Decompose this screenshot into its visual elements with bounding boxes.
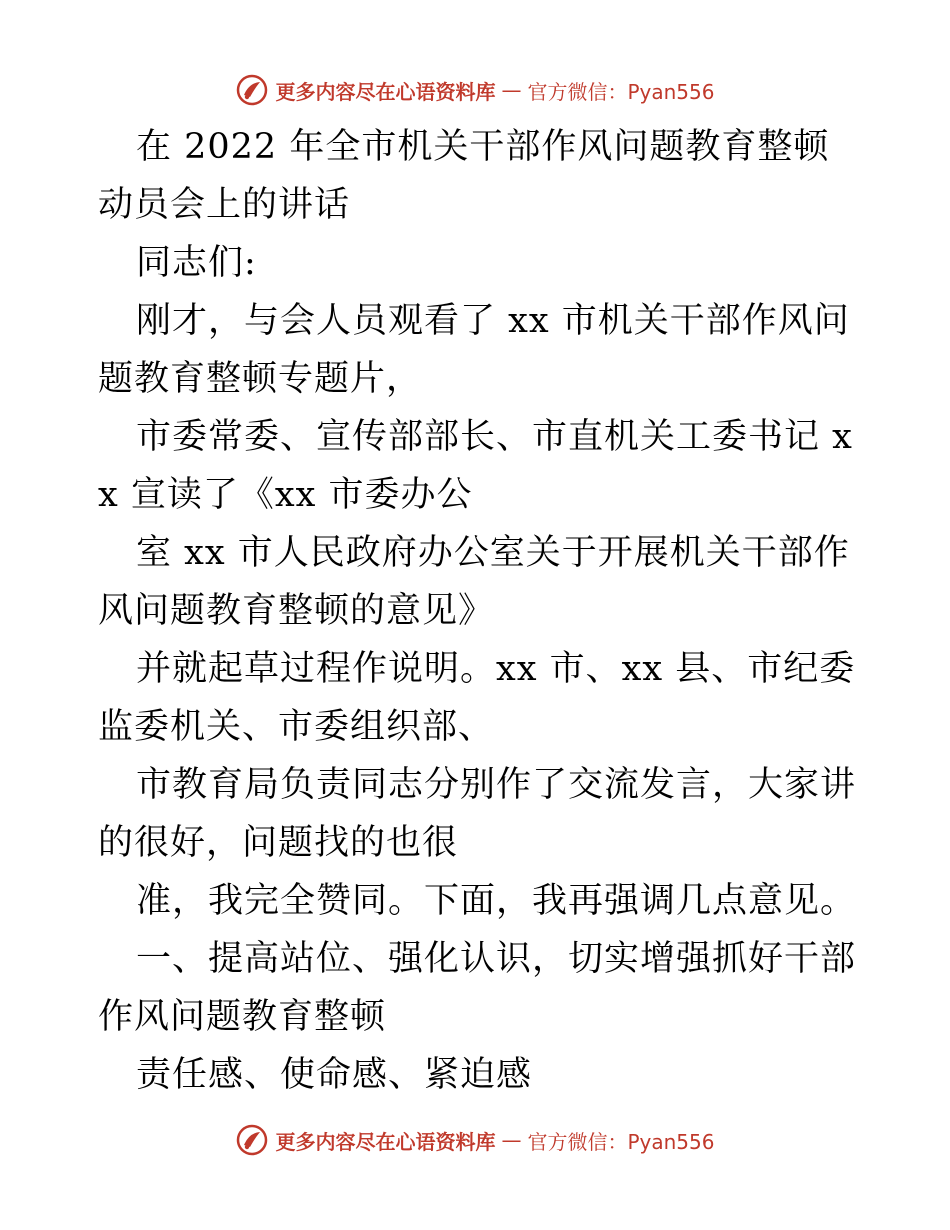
ink-brush-logo-icon [235,1123,269,1157]
paragraph: 市委常委、宣传部部长、市直机关工委书记 xx 宣读了《xx 市委办公 [98,417,853,515]
watermark-dash: — [501,1128,522,1152]
paragraph: 并就起草过程作说明。xx 市、xx 县、市纪委监委机关、市委组织部、 [98,649,856,747]
document-title: 在 2022 年全市机关干部作风问题教育整顿动员会上的讲话 [98,127,830,225]
ink-brush-logo-icon [235,73,269,107]
watermark-main-text: 更多内容尽在心语资料库 [275,1129,496,1154]
watermark-sub-text: 官方微信：Pyan556 [527,79,715,104]
paragraph: 责任感、使命感、紧迫感 [136,1055,533,1095]
footer-watermark [0,1120,950,1160]
paragraph: 市教育局负责同志分别作了交流发言，大家讲的很好，问题找的也很 [98,765,857,863]
paragraph: 准，我完全赞同。下面，我再强调几点意见。 [136,881,857,921]
document-body [98,118,858,1104]
paragraph: 刚才，与会人员观看了 xx 市机关干部作风问题教育整顿专题片， [98,301,850,399]
watermark-dash: — [501,78,522,102]
paragraph: 同志们: [136,243,257,283]
watermark-main-text: 更多内容尽在心语资料库 [275,79,496,104]
watermark-sub-text: 官方微信：Pyan556 [527,1129,715,1154]
header-watermark [0,70,950,110]
paragraph: 室 xx 市人民政府办公室关于开展机关干部作风问题教育整顿的意见》 [98,533,850,631]
section-heading: 一、提高站位、强化认识，切实增强抓好干部作风问题教育整顿 [98,939,857,1037]
